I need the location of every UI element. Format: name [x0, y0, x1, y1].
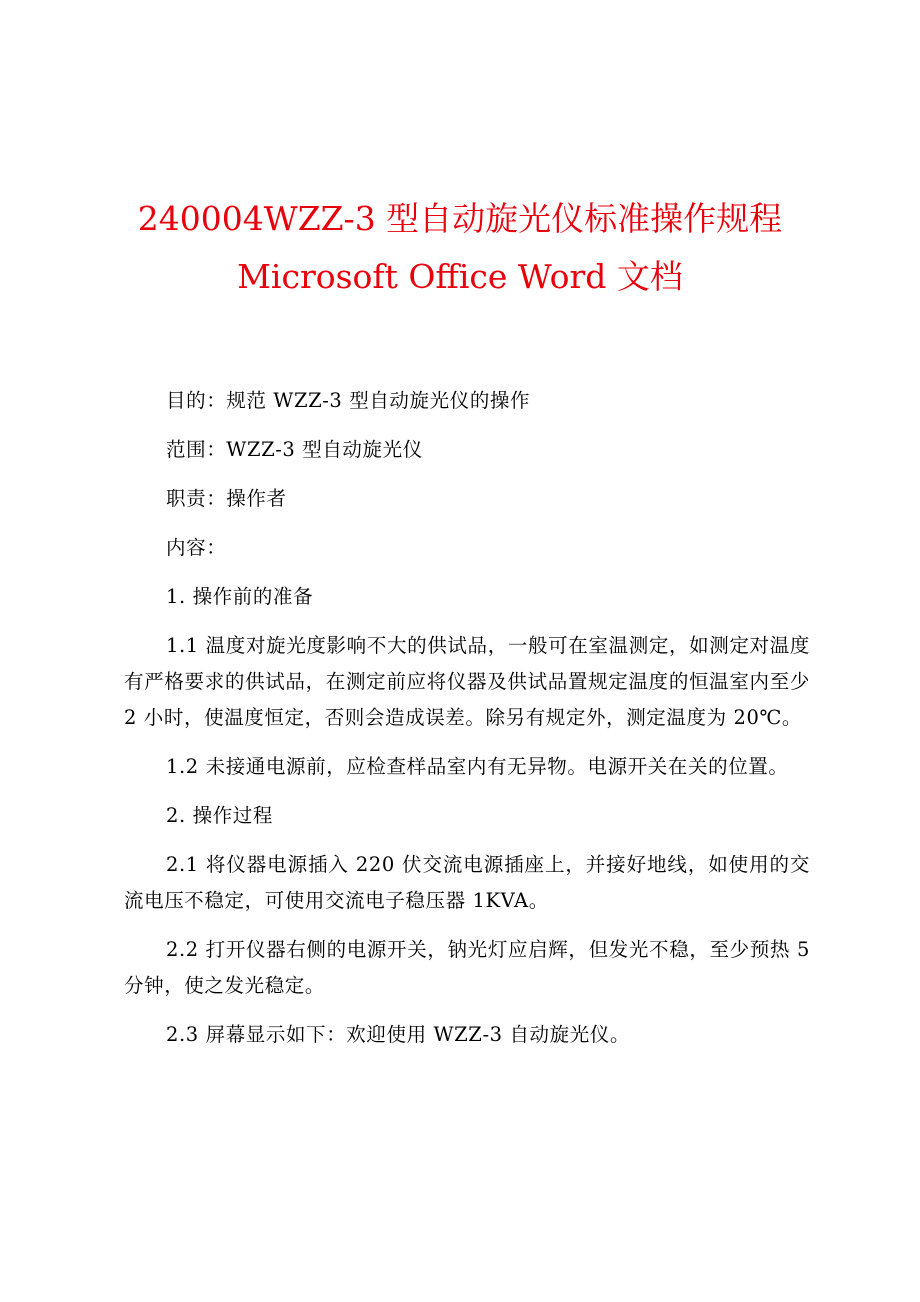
title-line-1: 240004WZZ-3 型自动旋光仪标准操作规程: [137, 199, 783, 238]
paragraph-2-1: 2.1 将仪器电源插入 220 伏交流电源插座上，并接好地线，如使用的交流电压不稳定，可使用交流电子稳压器 1KVA。: [124, 853, 810, 912]
document-body: [124, 383, 810, 1066]
paragraph-2-2: 2.2 打开仪器右侧的电源开关，钠光灯应启辉，但发光不稳，至少预热 5 分钟，使之发光稳定。: [124, 938, 810, 997]
title-line-2: Microsoft Office Word 文档: [237, 257, 683, 296]
paragraph-scope: 范围：WZZ-3 型自动旋光仪: [166, 438, 423, 461]
heading-procedure: 2. 操作过程: [166, 804, 274, 827]
heading-preparation: 1. 操作前的准备: [166, 585, 314, 608]
paragraph-content: 内容：: [166, 536, 227, 559]
paragraph-1-1: 1.1 温度对旋光度影响不大的供试品，一般可在室温测定，如测定对温度有严格要求的供试品，在测定前应将仪器及供试品置规定温度的恒温室内至少 2 小时，使温度恒定，否则会造成误差。除另有规定外，测定温度为 20℃。: [124, 634, 810, 729]
paragraph-2-3: 2.3 屏幕显示如下：欢迎使用 WZZ-3 自动旋光仪。: [166, 1023, 631, 1046]
paragraph-1-2: 1.2 未接通电源前，应检查样品室内有无异物。电源开关在关的位置。: [166, 755, 789, 778]
paragraph-responsibility: 职责：操作者: [166, 487, 287, 510]
document-title: [0, 190, 920, 306]
paragraph-purpose: 目的：规范 WZZ-3 型自动旋光仪的操作: [166, 389, 531, 412]
